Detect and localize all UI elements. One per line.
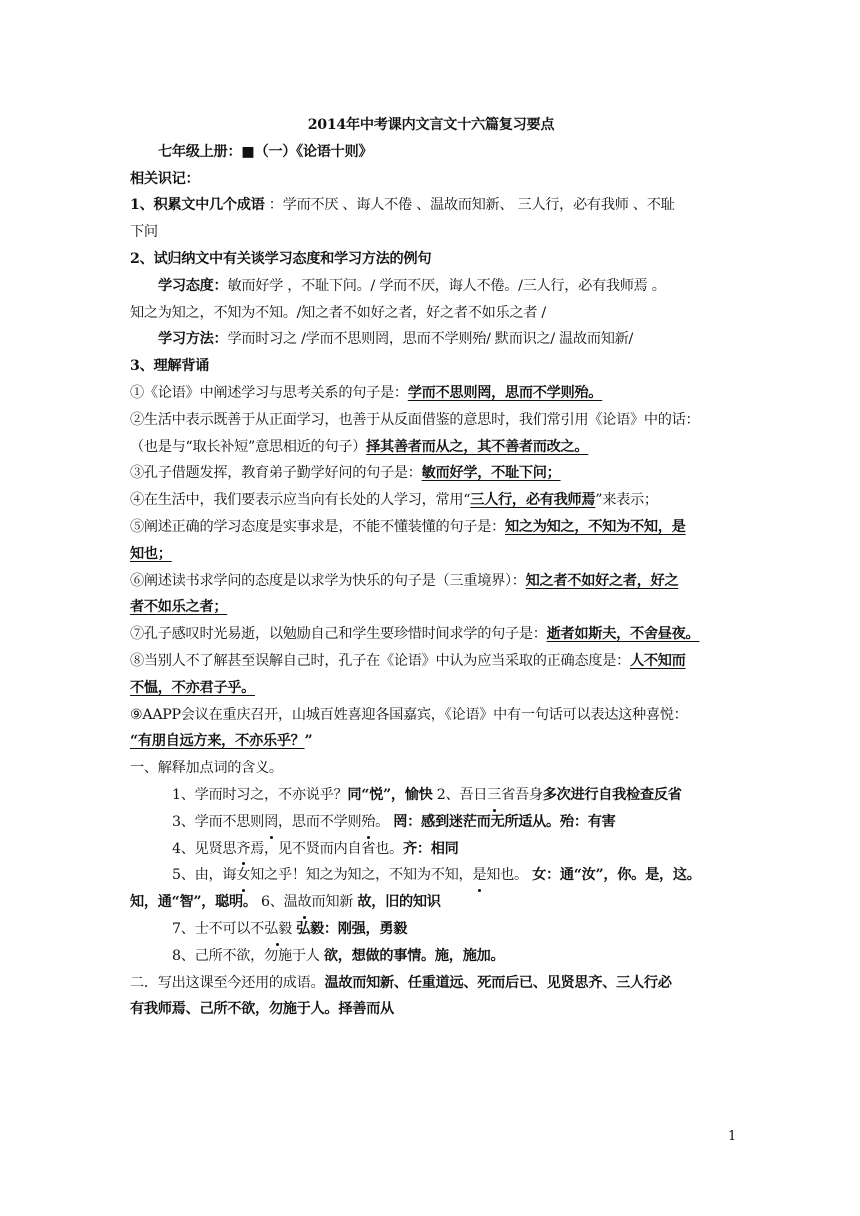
part2-line: 二．写出这课至今还用的成语。温故而知新、任重道远、死而后已、见贤思齐、三人行必 [130,974,672,991]
part2-line-cont: 有我师焉、己所不欲，勿施于人。择善而从 [130,1001,394,1018]
item-3: ③孔子借题发挥，教育弟子勤学好问的句子是：敏而好学，不耻下问； [130,465,561,482]
item-8-cont: 不愠，不亦君子乎。 [130,679,255,696]
item-4: ④在生活中，我们要表示应当向有长处的人学习，常用“三人行，必有我师焉”来表示； [130,492,658,509]
q1-line: 1、积累文中几个成语 ：学而不厌 、诲人不倦 、温故而知新、 三人行，必有我师 、不耻 [130,197,675,214]
section-heading: 七年级上册：■（一）《论语十则》 [158,143,373,160]
item-7: ⑦孔子感叹时光易逝，以勉励自己和学生要珍惜时间求学的句子是：逝者如斯夫，不舍昼夜。 [130,626,700,643]
doc-title: 2014年中考课内文言文十六篇复习要点 [307,117,555,133]
item-2: ②生活中表示既善于从正面学习，也善于从反面借鉴的意思时，我们常引用《论语》中的话： [130,411,700,428]
q3-heading: 3、理解背诵 [130,358,210,375]
q2-attitude: 学习态度：敏而好学 ，不耻下问。/ 学而不厌，诲人不倦。/三人行，必有我师焉 。 [158,277,666,294]
part1-item-8: 8、己所不欲，勿施于人 欲，想做的事情。施，施加。 [172,947,505,964]
item-2-cont: （也是与“取长补短”意思相近的句子）择其善者而从之，其不善者而改之。 [130,438,589,455]
q2-attitude-cont: 知之为知之，不知为不知。/知之者不如好之者，好之者不如乐之者 / [130,304,546,321]
related-heading: 相关识记： [130,170,200,187]
document-body [130,112,732,1023]
part1-item-5: 5、由，诲女知之乎！知之为知之，不知为不知，是知也。 女：通“汝”，你。是，这。 [130,862,732,889]
part1-item-5-cont: 知，通“智”，聪明。 6、温故而知新 故，旧的知识 [130,889,732,916]
part1-item-3: 3、学而不思则罔，思而不学则殆。 罔：感到迷茫而无所适从。殆：有害 [130,809,732,836]
item-6-cont: 者不如乐之者； [130,599,228,616]
item-6: ⑥阐述读书求学问的态度是以求学为快乐的句子是（三重境界）：知之者不如好之者，好之 [130,572,679,589]
item-5-cont: 知也； [130,545,172,562]
item-8: ⑧当别人不了解甚至误解自己时，孔子在《论语》中认为应当采取的正确态度是：人不知而 [130,652,686,669]
item-9-cont: “有朋自远方来，不亦乐乎？” [130,733,313,750]
square-bullet-icon: ■ [241,143,255,160]
page-number: 1 [728,1129,737,1144]
q1-line-cont: 下问 [130,224,158,241]
item-9: ⑨AAPP会议在重庆召开，山城百姓喜迎各国嘉宾，《论语》中有一句话可以表达这种喜悦： [130,706,688,723]
q2-method: 学习方法：学而时习之 /学而不思则罔，思而不学则殆/ 默而识之/ 温故而知新/ [158,331,633,348]
part1-item-4: 4、见贤思齐焉，见不贤而内自省也。齐：相同 [130,836,732,863]
part1-item-7: 7、士不可以不弘毅 弘毅：刚强，勇毅 [130,916,732,943]
item-5: ⑤阐述正确的学习态度是实事求是，不能不懂装懂的句子是：知之为知之，不知为不知，是 [130,518,686,535]
part1-item-1: 1、学而时习之，不亦说乎？同“悦”，愉快 2、吾日三省吾身多次进行自我检查反省 [130,782,732,809]
part1-heading: 一、解释加点词的含义。 [130,760,283,777]
q2-heading: 2、试归纳文中有关谈学习态度和学习方法的例句 [130,250,432,267]
item-1: ①《论语》中阐述学习与思考关系的句子是：学而不思则罔，思而不学则殆。 [130,384,603,401]
